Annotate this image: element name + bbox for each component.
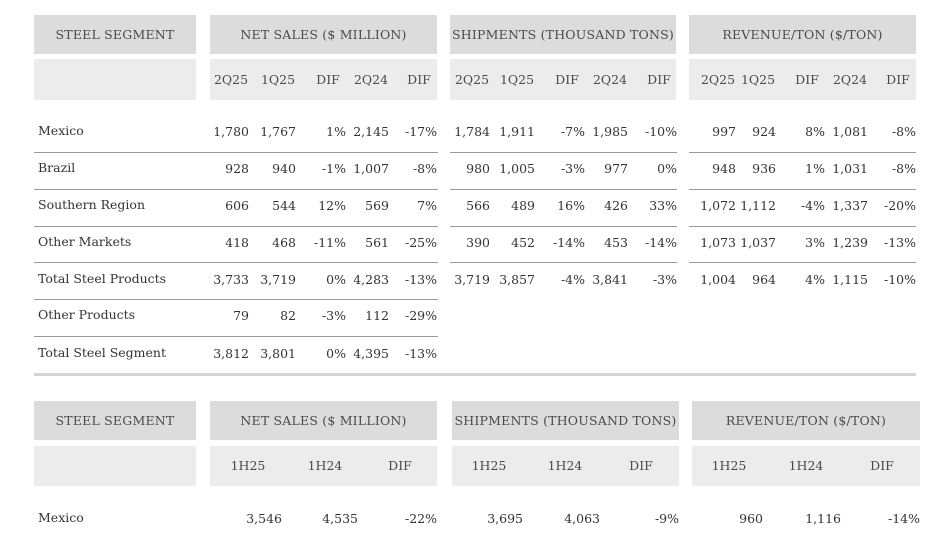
t1-cell-ship: 3,857	[499, 272, 535, 287]
t1-cell-net: 4,283	[353, 272, 389, 287]
t1-cell-ship: -14%	[552, 235, 585, 250]
t1-cell-net: 4,395	[353, 346, 389, 361]
t2-subheader-net-1: 1H24	[307, 458, 343, 473]
t1-cell-ship: -3%	[560, 161, 585, 176]
t1-row-label: Total Steel Segment	[38, 345, 166, 360]
t1-cell-ship: 980	[466, 161, 490, 176]
t1-cell-net: 468	[272, 235, 296, 250]
t1-cell-ship: 426	[604, 198, 628, 213]
t1-cell-rev: -10%	[883, 272, 916, 287]
t1-subheader-net-0: 2Q25	[213, 72, 249, 87]
t2-subheader-ship-0: 1H25	[471, 458, 507, 473]
t1-subheader-net-2: DIF	[316, 72, 340, 87]
t2-cell-ship: 4,063	[564, 511, 600, 526]
t1-header-3: REVENUE/TON ($/TON)	[689, 15, 916, 54]
t1-subheader-bg-0	[34, 59, 196, 100]
t2-subheader-net-0: 1H25	[230, 458, 266, 473]
t2-header-2: SHIPMENTS (THOUSAND TONS)	[452, 401, 679, 440]
t1-cell-rev: 1,112	[740, 198, 776, 213]
t2-subheader-net-2: DIF	[388, 458, 412, 473]
t1-cell-ship: 489	[511, 198, 535, 213]
t1-header-1: NET SALES ($ MILLION)	[210, 15, 437, 54]
t1-cell-ship: 33%	[649, 198, 677, 213]
t1-cell-rev: 1,081	[832, 124, 868, 139]
t1-cell-rev: 1,337	[832, 198, 868, 213]
t1-cell-net: -17%	[404, 124, 437, 139]
t1-cell-net: 940	[272, 161, 296, 176]
t1-cell-rev: 1,073	[700, 235, 736, 250]
t2-cell-rev: 1,116	[805, 511, 841, 526]
t1-row-divider	[34, 262, 438, 263]
t1-cell-ship: 3,719	[454, 272, 490, 287]
t1-cell-net: -1%	[321, 161, 346, 176]
t1-subheader-rev-2: DIF	[795, 72, 819, 87]
t2-header-0: STEEL SEGMENT	[34, 401, 196, 440]
t1-cell-net: 569	[365, 198, 389, 213]
t1-cell-net: -11%	[313, 235, 346, 250]
t1-cell-ship: 16%	[557, 198, 585, 213]
t1-subheader-net-3: 2Q24	[353, 72, 389, 87]
t1-cell-ship: 390	[466, 235, 490, 250]
t1-cell-ship: 1,911	[499, 124, 535, 139]
t1-cell-net: -3%	[321, 308, 346, 323]
t2-cell-ship: 3,695	[487, 511, 523, 526]
t1-cell-rev: 964	[752, 272, 776, 287]
t1-row-divider	[689, 152, 916, 153]
t1-cell-net: 3,801	[260, 346, 296, 361]
t1-subheader-rev-0: 2Q25	[700, 72, 736, 87]
t1-row-label: Total Steel Products	[38, 271, 167, 286]
t1-cell-net: -29%	[404, 308, 437, 323]
t1-cell-rev: 1%	[805, 161, 825, 176]
t1-cell-rev: 4%	[805, 272, 825, 287]
t1-cell-rev: 1,239	[832, 235, 868, 250]
t1-cell-net: 3,733	[213, 272, 249, 287]
t1-cell-ship: -4%	[560, 272, 585, 287]
t1-row-divider	[34, 189, 438, 190]
t1-cell-ship: -7%	[560, 124, 585, 139]
t2-cell-net: -22%	[404, 511, 437, 526]
t1-cell-net: 0%	[326, 346, 346, 361]
t1-cell-net: -13%	[404, 272, 437, 287]
t1-cell-net: 1,780	[213, 124, 249, 139]
t1-cell-net: 1,007	[353, 161, 389, 176]
t1-cell-rev: -20%	[883, 198, 916, 213]
t1-cell-ship: 453	[604, 235, 628, 250]
t2-cell-net: 4,535	[322, 511, 358, 526]
t1-cell-net: 418	[225, 235, 249, 250]
t1-cell-rev: -4%	[800, 198, 825, 213]
t1-subheader-rev-4: DIF	[886, 72, 910, 87]
t1-cell-net: 12%	[318, 198, 346, 213]
t1-cell-ship: -3%	[652, 272, 677, 287]
t1-cell-ship: 3,841	[592, 272, 628, 287]
t2-cell-net: 3,546	[246, 511, 282, 526]
t1-cell-rev: 8%	[805, 124, 825, 139]
t1-cell-ship: 977	[604, 161, 628, 176]
t1-header-2: SHIPMENTS (THOUSAND TONS)	[450, 15, 676, 54]
t1-cell-rev: 1,031	[832, 161, 868, 176]
t1-cell-net: -13%	[404, 346, 437, 361]
t1-cell-ship: 1,784	[454, 124, 490, 139]
t1-cell-rev: 997	[712, 124, 736, 139]
t2-subheader-rev-0: 1H25	[711, 458, 747, 473]
t1-cell-net: 79	[233, 308, 249, 323]
t2-subheader-rev-2: DIF	[870, 458, 894, 473]
t1-row-divider	[450, 226, 677, 227]
t1-cell-rev: -8%	[891, 161, 916, 176]
t1-cell-net: 1%	[326, 124, 346, 139]
t1-subheader-ship-4: DIF	[647, 72, 671, 87]
t1-subheader-rev-3: 2Q24	[832, 72, 868, 87]
t1-cell-net: 1,767	[260, 124, 296, 139]
t1-cell-net: 544	[272, 198, 296, 213]
t1-cell-net: 3,719	[260, 272, 296, 287]
t1-row-divider	[689, 189, 916, 190]
t2-subheader-ship-1: 1H24	[547, 458, 583, 473]
t1-subheader-ship-2: DIF	[555, 72, 579, 87]
t1-cell-rev: 936	[752, 161, 776, 176]
t1-row-label: Mexico	[38, 123, 84, 138]
t1-cell-ship: 0%	[657, 161, 677, 176]
t1-subheader-ship-0: 2Q25	[454, 72, 490, 87]
t1-cell-ship: 1,005	[499, 161, 535, 176]
t2-cell-ship: -9%	[654, 511, 679, 526]
t1-row-label: Brazil	[38, 160, 76, 175]
t1-subheader-net-4: DIF	[407, 72, 431, 87]
t1-cell-rev: -8%	[891, 124, 916, 139]
t2-subheader-ship-2: DIF	[629, 458, 653, 473]
t1-cell-net: 928	[225, 161, 249, 176]
t2-cell-rev: 960	[739, 511, 763, 526]
t1-row-divider	[34, 226, 438, 227]
t1-row-divider	[689, 226, 916, 227]
t1-row-label: Other Products	[38, 307, 136, 322]
t1-subheader-net-1: 1Q25	[260, 72, 296, 87]
t1-row-label: Southern Region	[38, 197, 145, 212]
t1-cell-ship: 452	[511, 235, 535, 250]
t1-subheader-ship-1: 1Q25	[499, 72, 535, 87]
t1-bottom-rule	[34, 373, 916, 376]
t1-cell-net: 561	[365, 235, 389, 250]
t1-cell-ship: -14%	[644, 235, 677, 250]
t2-cell-rev: -14%	[887, 511, 920, 526]
t1-cell-net: 606	[225, 198, 249, 213]
t1-cell-rev: -13%	[883, 235, 916, 250]
t1-cell-rev: 1,115	[832, 272, 868, 287]
t1-cell-net: 7%	[417, 198, 437, 213]
t1-cell-rev: 1,037	[740, 235, 776, 250]
t1-row-divider	[450, 262, 677, 263]
t1-row-divider	[689, 262, 916, 263]
t1-row-divider	[34, 336, 438, 337]
t2-header-3: REVENUE/TON ($/TON)	[692, 401, 920, 440]
t1-subheader-ship-3: 2Q24	[592, 72, 628, 87]
t2-subheader-bg-0	[34, 446, 196, 486]
t1-row-divider	[34, 299, 438, 300]
t1-row-label: Other Markets	[38, 234, 132, 249]
t2-row-label: Mexico	[38, 510, 84, 525]
t1-cell-net: -25%	[404, 235, 437, 250]
t1-cell-rev: 948	[712, 161, 736, 176]
t1-row-divider	[34, 152, 438, 153]
t1-subheader-rev-1: 1Q25	[740, 72, 776, 87]
t2-subheader-rev-1: 1H24	[788, 458, 824, 473]
t2-header-1: NET SALES ($ MILLION)	[210, 401, 437, 440]
t1-cell-net: 82	[280, 308, 296, 323]
t1-cell-net: 3,812	[213, 346, 249, 361]
t1-cell-rev: 1,072	[700, 198, 736, 213]
t1-cell-ship: -10%	[644, 124, 677, 139]
t1-cell-net: 2,145	[353, 124, 389, 139]
t1-cell-net: 112	[365, 308, 389, 323]
t1-cell-net: -8%	[412, 161, 437, 176]
t1-cell-rev: 924	[752, 124, 776, 139]
t1-cell-ship: 1,985	[592, 124, 628, 139]
t1-cell-rev: 1,004	[700, 272, 736, 287]
t1-cell-net: 0%	[326, 272, 346, 287]
t1-row-divider	[450, 152, 677, 153]
t1-header-0: STEEL SEGMENT	[34, 15, 196, 54]
t1-row-divider	[450, 189, 677, 190]
t1-cell-ship: 566	[466, 198, 490, 213]
t1-cell-rev: 3%	[805, 235, 825, 250]
